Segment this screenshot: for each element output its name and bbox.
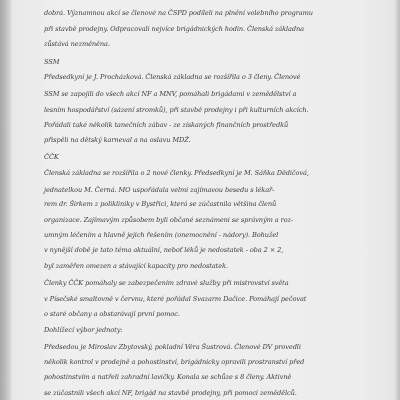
text-line: několik kontrol v prodejně a pohostinství, brigádnicky opravili prostranství před bbox=[44, 358, 305, 366]
binding-shadow bbox=[0, 0, 12, 400]
page-edge-shadow bbox=[394, 0, 400, 400]
text-line: organizace. Zajímavým způsobem byli občané seznámeni se správným a roz- bbox=[44, 216, 293, 224]
text-line: Dohlížecí výbor jednoty: bbox=[44, 326, 123, 334]
text-line: jednatelkou M. Černá. MO uspořádala velmi zajímavou besedu s lékař- bbox=[44, 186, 275, 194]
text-line: rem dr. Širkem z polikliniky v Bystřici, která se zúčastnila většina členů bbox=[44, 200, 277, 208]
text-line: umným léčením a hlavně jejich řešením (onemocnění - nádory). Bohužel bbox=[44, 231, 279, 239]
text-line: v Písečské smaltovně v červnu, které pořádal Svazarm Dačice. Pomáhají pečovat bbox=[44, 295, 307, 303]
text-line: dobrá. Významnou akcí se členové na ČSPD podíleli na plnění volebního programu bbox=[44, 9, 313, 17]
text-line: ČČK bbox=[44, 153, 59, 161]
text-line: Členky ČČK pomáhaly se zabezpečením zdravé služby při mistrovství světa bbox=[44, 279, 289, 287]
text-line: byl zaměřen omezen a stávající kapacity pro nedostatek. bbox=[44, 262, 228, 270]
text-line: zůstává nezměněna. bbox=[44, 40, 110, 48]
text-line: SSM bbox=[44, 58, 60, 66]
text-line: Předsedou je Miroslav Zbytovský, pokladní Věra Šustrová. Členové DV provedli bbox=[44, 343, 301, 351]
text-line: lesním hospodářství (sázení stromků), při stavbě prodejny i při kulturních akcích. bbox=[44, 106, 309, 114]
text-line: o staré občany a obstarávají první pomoc. bbox=[44, 310, 180, 318]
text-line: pohostinstvím a natřeli zahradní lavičky. Konala se schůze s 8 členy. Aktivně bbox=[44, 373, 292, 381]
text-line: Předsedkyní je J. Procházková. Členská základna se rozšířila o 3 členy. Členové bbox=[44, 73, 301, 81]
text-line: při stavbě prodejny. Odpracovali nejvíce brigádnických hodin. Členská základna bbox=[44, 25, 304, 33]
text-line: přispěli na dětský karneval a na oslavu MDŽ. bbox=[44, 136, 191, 144]
text-line: SSM se zapojili do všech akcí NF a MNV, pomáhali brigádami v zemědělství a bbox=[44, 90, 297, 98]
text-line: Členská základna se rozšířila o 2 nové členky. Předsedkyní je M. Sáňka Dědičová, bbox=[44, 169, 309, 177]
text-line: v nynější době je tato téma aktuální, neboť léků je nedostatek - oba 2 × 2, bbox=[44, 246, 284, 254]
text-line: Pořádali také několik tanečních zábav - ze získaných finančních prostředků bbox=[44, 121, 289, 129]
text-line: se zúčastnili všech akcí NF, brigád na stavbě prodejny, při pomoci zemědělců. bbox=[44, 389, 297, 397]
